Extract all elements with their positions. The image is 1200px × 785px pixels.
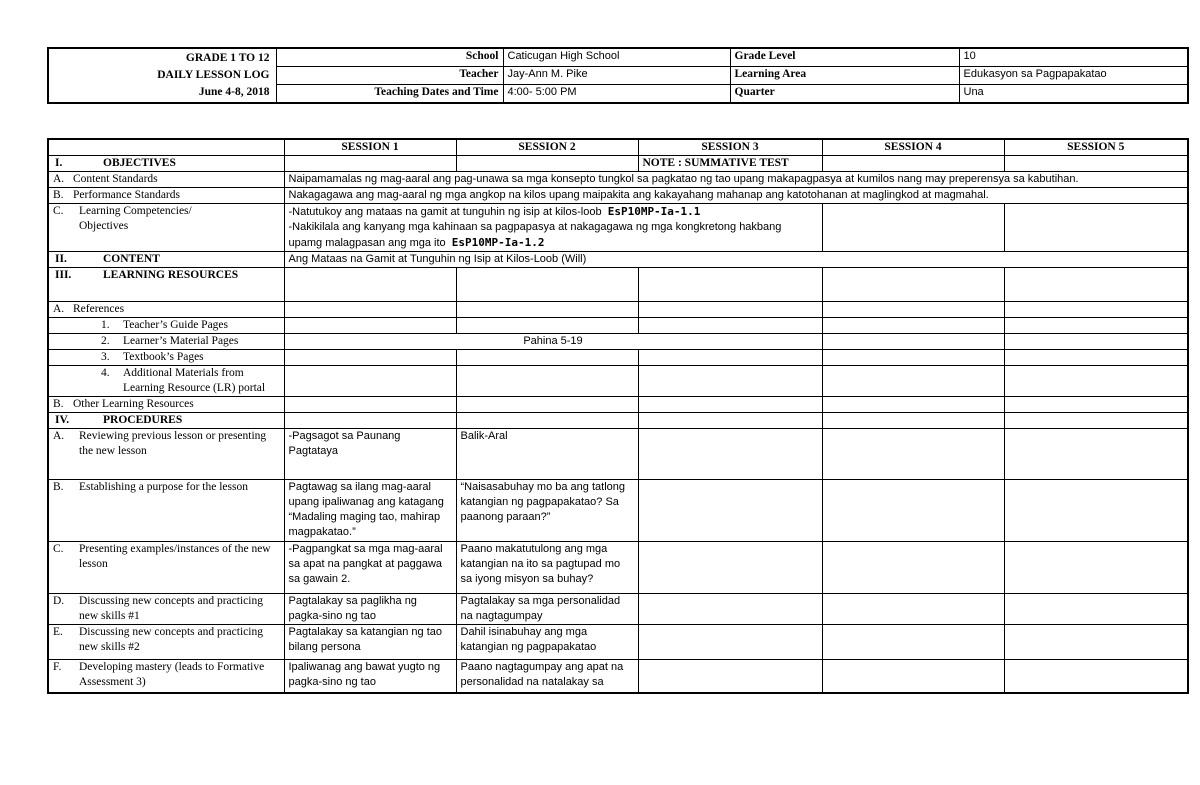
objectives-heading bbox=[48, 156, 284, 172]
content-standards-heading: A. Content Standards bbox=[48, 172, 284, 188]
blank-corner-cell bbox=[48, 139, 284, 156]
summative-test-note: NOTE : SUMMATIVE TEST bbox=[638, 156, 822, 172]
performance-standards-heading: B. Performance Standards bbox=[48, 188, 284, 204]
procedure-row-c bbox=[48, 542, 1188, 594]
other-resources-heading: B. Other Learning Resources bbox=[48, 397, 284, 413]
quarter-value: Una bbox=[959, 84, 1188, 103]
procedure-a-label: A. Reviewing previous lesson or presenting the new lesson bbox=[48, 429, 284, 480]
procedure-row-e bbox=[48, 625, 1188, 660]
learning-resources-heading: III. LEARNING RESOURCES bbox=[48, 268, 284, 302]
procedure-c-session-1: -Pagpangkat sa mga mag-aaral sa apat na pangkat at paggawa sa gawain 2. bbox=[284, 542, 456, 594]
title-block bbox=[48, 48, 276, 103]
learning-resources-row bbox=[48, 268, 1188, 302]
textbook-heading: 3. Textbook’s Pages bbox=[48, 350, 284, 366]
learners-material-row bbox=[48, 334, 1188, 350]
additional-materials-heading: 4. Additional Materials from Learning Resource (LR) portal bbox=[48, 366, 284, 397]
session-5-header: SESSION 5 bbox=[1004, 139, 1188, 156]
school-value: Caticugan High School bbox=[503, 48, 730, 67]
procedure-d-label: D. Discussing new concepts and practicing new skills #1 bbox=[48, 594, 284, 625]
procedures-row bbox=[48, 413, 1188, 429]
procedure-a-session-2: Balik-Aral bbox=[456, 429, 638, 480]
content-standards-value: Naipamamalas ng mag-aaral ang pag-unawa sa mga konsepto tungkol sa pagkatao ng tao upang makapagpasya at kumilos nang may preperensya sa kabutihan. bbox=[284, 172, 1188, 188]
procedure-f-label: F. Developing mastery (leads to Formative Assessment 3) bbox=[48, 660, 284, 693]
procedure-e-label: E. Discussing new concepts and practicing new skills #2 bbox=[48, 625, 284, 660]
procedure-b-label: B. Establishing a purpose for the lesson bbox=[48, 480, 284, 542]
session-4-header: SESSION 4 bbox=[822, 139, 1004, 156]
teachers-guide-row bbox=[48, 318, 1188, 334]
session-3-header: SESSION 3 bbox=[638, 139, 822, 156]
content-row bbox=[48, 252, 1188, 268]
school-label: School bbox=[276, 48, 503, 67]
log-title: DAILY LESSON LOG bbox=[157, 69, 270, 81]
teaching-dates-label: Teaching Dates and Time bbox=[276, 84, 503, 103]
procedure-d-session-2: Pagtalakay sa mga personalidad na nagtagumpay bbox=[456, 594, 638, 625]
competency-code-2: EsP10MP-Ia-1.2 bbox=[451, 236, 545, 249]
procedure-c-label: C. Presenting examples/instances of the new lesson bbox=[48, 542, 284, 594]
procedure-f-session-1: Ipaliwanag ang bawat yugto ng pagka-sino ng tao bbox=[284, 660, 456, 693]
procedure-b-session-1: Pagtawag sa ilang mag-aaral upang ipaliwanag ang katagang “Madaling maging tao, mahirap magpakatao.” bbox=[284, 480, 456, 542]
grade-level-label: Grade Level bbox=[730, 48, 959, 67]
competencies-value: -Natutukoy ang mataas na gamit at tunguhin ng isip at kilos-loob EsP10MP-Ia-1.1 -Nakikilala ang kanyang mga kahinaan sa pagpapasya at nakagagawa ng mga kongkretong hakbang upamg malagpasan ang mga ito EsP10MP-Ia-1.2 bbox=[284, 204, 822, 252]
procedure-a-session-1: -Pagsagot sa Paunang Pagtataya bbox=[284, 429, 456, 480]
additional-materials-row bbox=[48, 366, 1188, 397]
competencies-heading: C. Learning Competencies/ Objectives bbox=[48, 204, 284, 252]
learners-material-pages: Pahina 5-19 bbox=[284, 334, 822, 350]
performance-standards-value: Nakagagawa ang mag-aaral ng mga angkop na kilos upang maipakita ang kakayahang mahanap ang katotohanan at maglingkod at magmahal. bbox=[284, 188, 1188, 204]
learning-area-label: Learning Area bbox=[730, 67, 959, 85]
procedure-d-session-1: Pagtalakay sa paglikha ng pagka-sino ng tao bbox=[284, 594, 456, 625]
textbook-row bbox=[48, 350, 1188, 366]
content-standards-row bbox=[48, 172, 1188, 188]
procedure-e-session-2: Dahil isinabuhay ang mga katangian ng pagpapakatao bbox=[456, 625, 638, 660]
objectives-row bbox=[48, 156, 1188, 172]
procedure-c-session-2: Paano makatutulong ang mga katangian na ito sa pagtupad mo sa iyong misyon sa buhay? bbox=[456, 542, 638, 594]
session-1-header: SESSION 1 bbox=[284, 139, 456, 156]
competency-code-1: EsP10MP-Ia-1.1 bbox=[607, 205, 701, 218]
teachers-guide-heading: 1. Teacher’s Guide Pages bbox=[48, 318, 284, 334]
quarter-label: Quarter bbox=[730, 84, 959, 103]
procedure-row-f bbox=[48, 660, 1188, 693]
procedure-e-session-1: Pagtalakay sa katangian ng tao bilang persona bbox=[284, 625, 456, 660]
procedure-row-d bbox=[48, 594, 1188, 625]
grade-level-value: 10 bbox=[959, 48, 1188, 67]
content-heading: II. CONTENT bbox=[48, 252, 284, 268]
other-resources-row bbox=[48, 397, 1188, 413]
procedure-row-b bbox=[48, 480, 1188, 542]
session-2-header: SESSION 2 bbox=[456, 139, 638, 156]
references-heading: A. References bbox=[48, 302, 284, 318]
procedure-row-a bbox=[48, 429, 1188, 480]
learning-area-value: Edukasyon sa Pagpapakatao bbox=[959, 67, 1188, 85]
competencies-row bbox=[48, 204, 1188, 252]
session-header-row bbox=[48, 139, 1188, 156]
learners-material-heading: 2. Learner’s Material Pages bbox=[48, 334, 284, 350]
grade-range: GRADE 1 TO 12 bbox=[185, 52, 270, 64]
objectives-number: I. bbox=[55, 157, 63, 169]
teacher-value: Jay-Ann M. Pike bbox=[503, 67, 730, 85]
procedure-b-session-2: “Naisasabuhay mo ba ang tatlong katangian ng pagpapakatao? Sa paanong paraan?” bbox=[456, 480, 638, 542]
content-value: Ang Mataas na Gamit at Tunguhin ng Isip at Kilos-Loob (Will) bbox=[284, 252, 1188, 268]
lesson-log-table bbox=[47, 138, 1189, 694]
log-date: June 4-8, 2018 bbox=[198, 86, 270, 98]
objectives-label: OBJECTIVES bbox=[103, 157, 176, 169]
lesson-log-header bbox=[47, 47, 1189, 104]
teaching-dates-value: 4:00- 5:00 PM bbox=[503, 84, 730, 103]
procedure-f-session-2: Paano nagtagumpay ang apat na personalidad na natalakay sa bbox=[456, 660, 638, 693]
performance-standards-row bbox=[48, 188, 1188, 204]
teacher-label: Teacher bbox=[276, 67, 503, 85]
procedures-heading: IV. PROCEDURES bbox=[48, 413, 284, 429]
references-row bbox=[48, 302, 1188, 318]
